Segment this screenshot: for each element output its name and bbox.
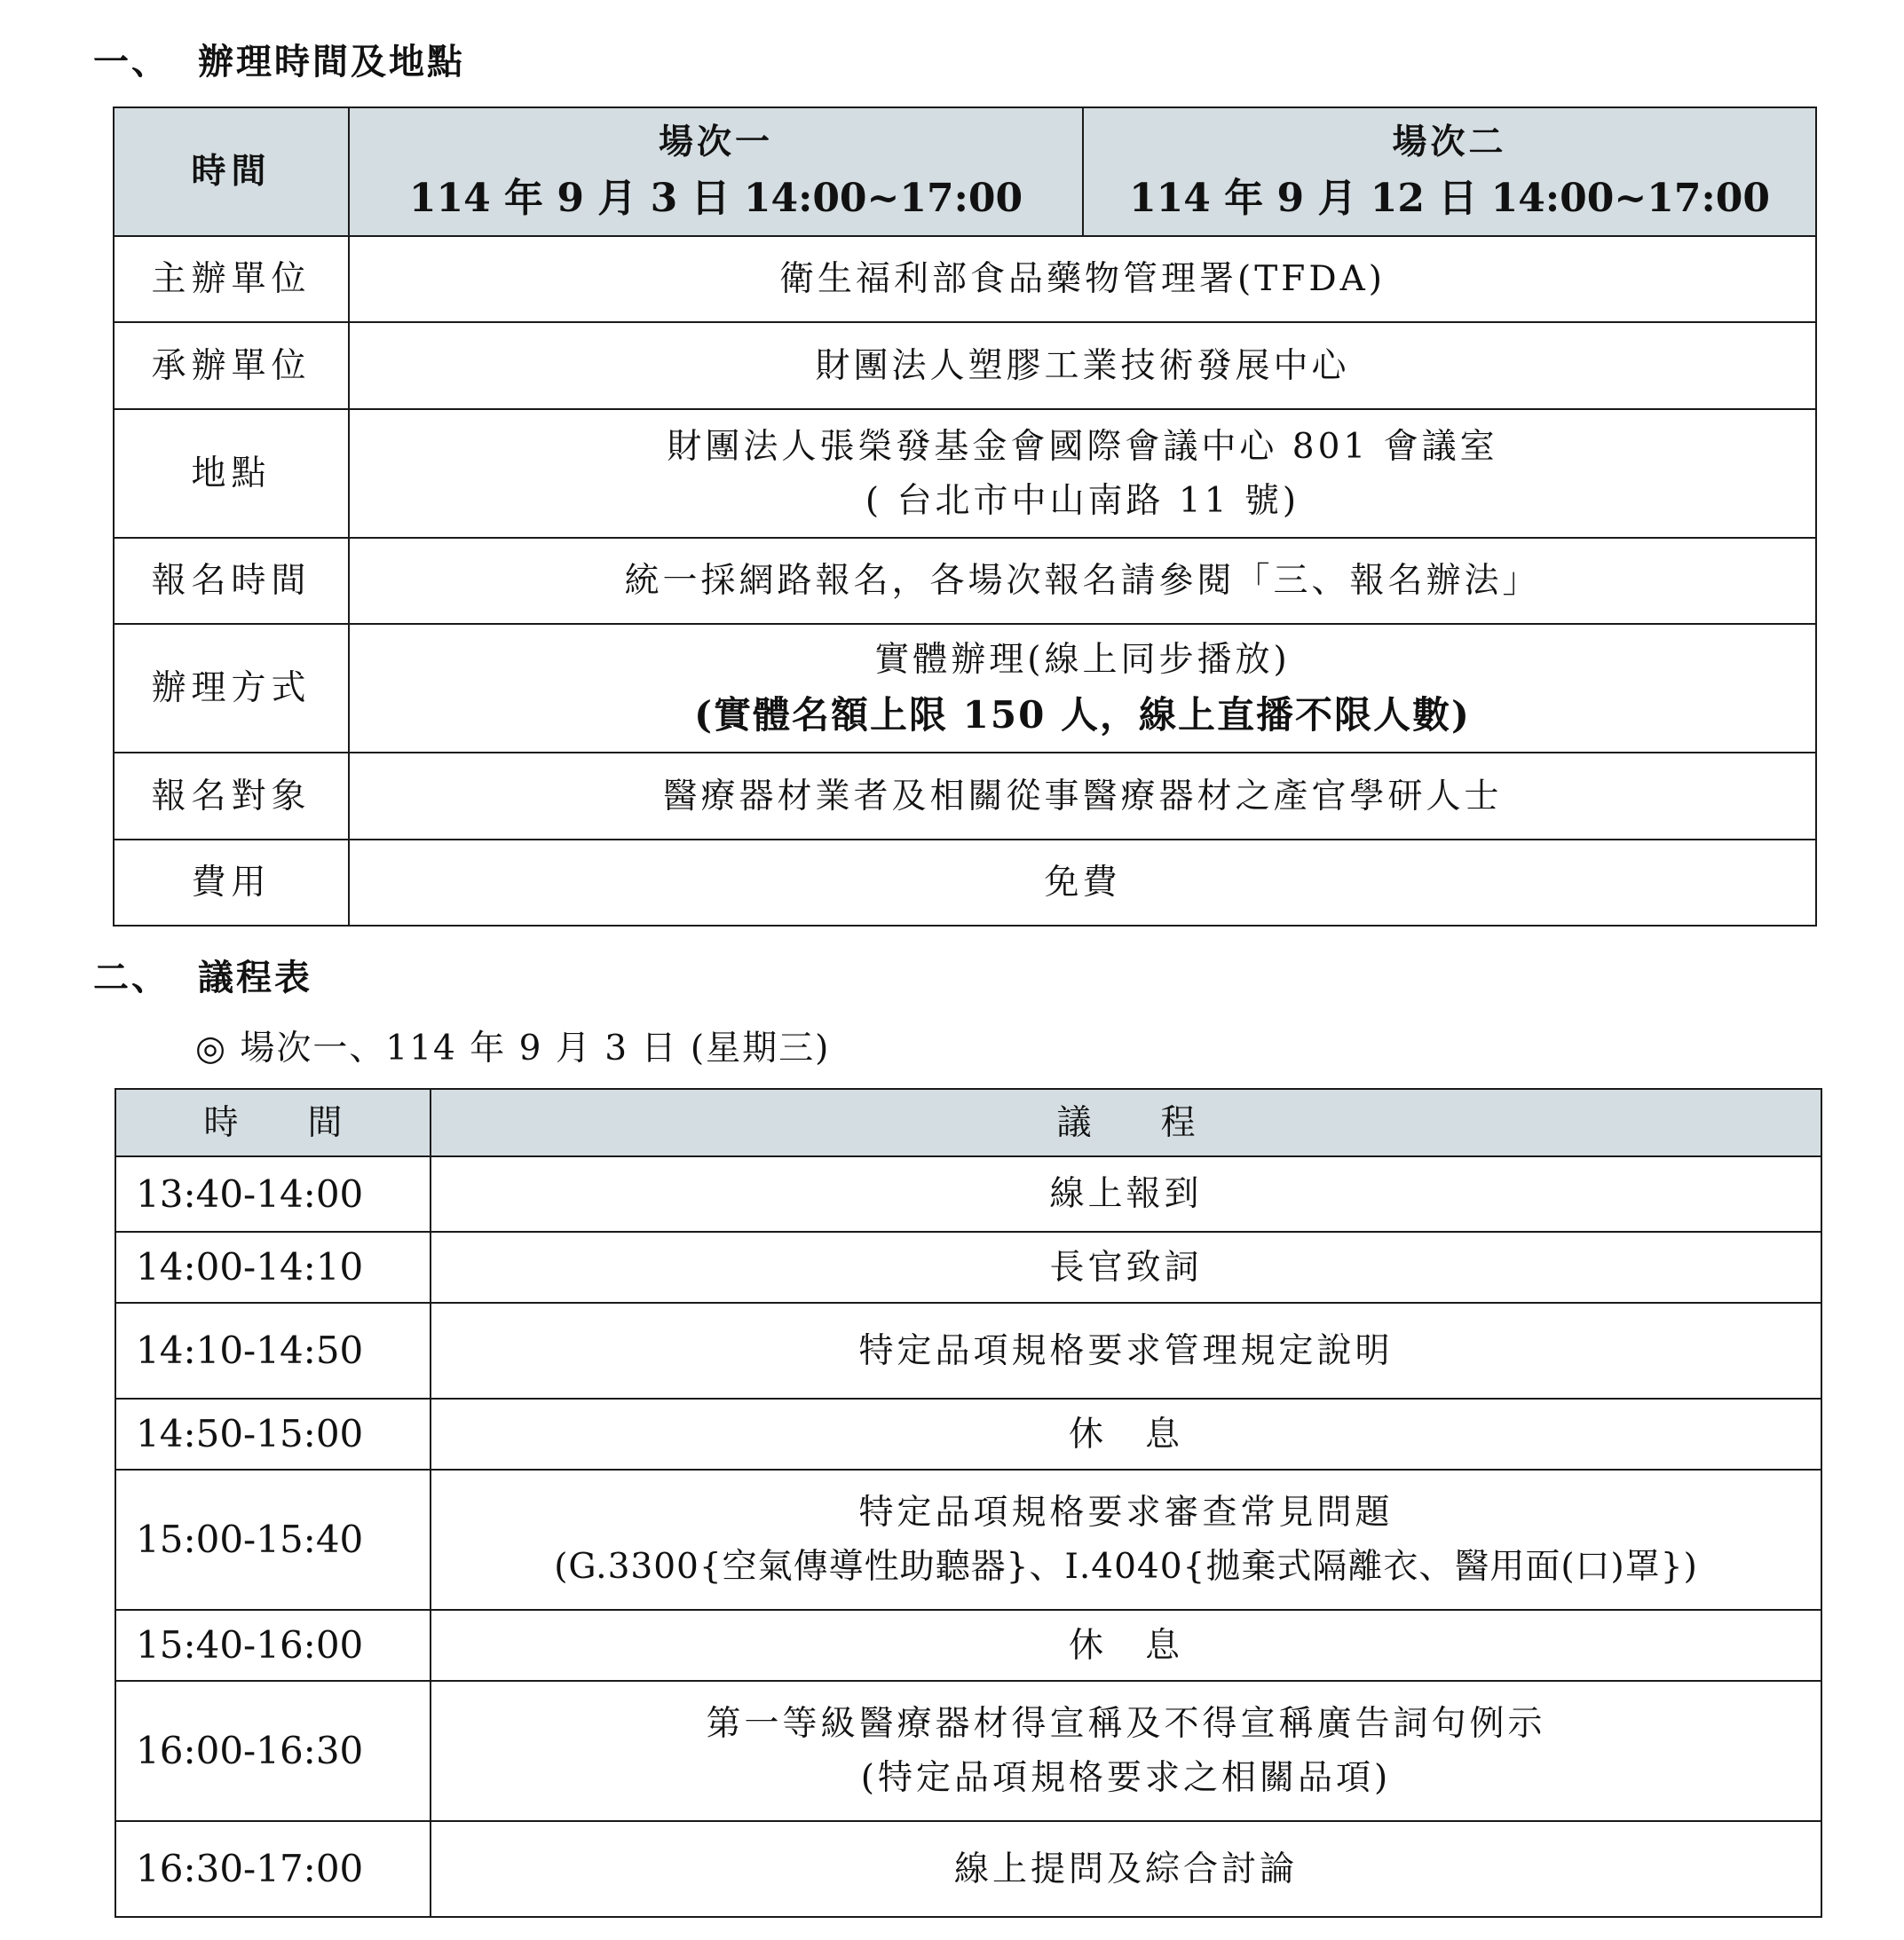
session2-header <box>1083 107 1816 236</box>
event-info-table <box>113 106 1817 927</box>
agenda-topic: 休 息 <box>431 1399 1821 1470</box>
agenda-time: 13:40-14:00 <box>115 1156 431 1232</box>
row-value: 財團法人塑膠工業技術發展中心 <box>349 322 1816 409</box>
agenda-topic <box>431 1470 1821 1610</box>
row-label: 承辦單位 <box>114 322 349 409</box>
agenda-time: 16:30-17:00 <box>115 1821 431 1917</box>
table-row <box>114 322 1816 409</box>
format-line: 實體辦理(線上同步播放) <box>874 640 1291 680</box>
header-time-label: 時間 <box>114 107 349 236</box>
agenda-time: 14:10-14:50 <box>115 1303 431 1399</box>
agenda-row <box>115 1610 1821 1681</box>
agenda-row <box>115 1399 1821 1470</box>
agenda-topic: 長官致詞 <box>431 1232 1821 1303</box>
session1-header <box>349 107 1083 236</box>
agenda-topic-line: 特定品項規格要求審查常見問題 <box>858 1493 1394 1533</box>
header-time: 時 間 <box>115 1089 431 1156</box>
agenda-topic-line: (特定品項規格要求之相關品項) <box>860 1758 1392 1798</box>
venue-address: ( 台北市中山南路 11 號) <box>865 480 1300 521</box>
agenda-row <box>115 1821 1821 1917</box>
section-title: 辦理時間及地點 <box>198 41 465 83</box>
row-value <box>349 624 1816 753</box>
table-row <box>114 753 1816 840</box>
agenda-row <box>115 1470 1821 1610</box>
agenda-topic: 特定品項規格要求管理規定說明 <box>431 1303 1821 1399</box>
table-header-row <box>114 107 1816 236</box>
agenda-topic-line: 第一等級醫療器材得宣稱及不得宣稱廣告詞句例示 <box>706 1704 1546 1744</box>
section-heading-2 <box>93 950 312 1000</box>
table-row <box>114 409 1816 538</box>
capacity-line: (實體名額上限 150 人，線上直播不限人數) <box>694 693 1471 737</box>
header-topic: 議 程 <box>431 1089 1821 1156</box>
session1-time: 114 年 9 月 3 日 14:00~17:00 <box>408 176 1023 221</box>
section-number: 二、 <box>93 957 170 998</box>
row-label: 報名時間 <box>114 538 349 624</box>
agenda-row <box>115 1303 1821 1399</box>
venue-name: 財團法人張榮發基金會國際會議中心 801 會議室 <box>667 426 1498 467</box>
session-heading: ◎ 場次一、114 年 9 月 3 日 (星期三) <box>195 1029 831 1069</box>
agenda-row <box>115 1232 1821 1303</box>
agenda-time: 15:40-16:00 <box>115 1610 431 1681</box>
agenda-row <box>115 1156 1821 1232</box>
table-row <box>114 538 1816 624</box>
agenda-time: 15:00-15:40 <box>115 1470 431 1610</box>
session2-name: 場次二 <box>1392 122 1507 162</box>
agenda-table <box>115 1088 1822 1918</box>
row-label: 費用 <box>114 840 349 926</box>
section-title: 議程表 <box>198 957 312 998</box>
row-label: 主辦單位 <box>114 236 349 322</box>
section-number: 一、 <box>93 41 170 83</box>
session1-name: 場次一 <box>658 122 773 162</box>
agenda-row <box>115 1681 1821 1821</box>
section-heading-1 <box>93 34 465 84</box>
session2-time: 114 年 9 月 12 日 14:00~17:00 <box>1129 176 1770 221</box>
agenda-time: 16:00-16:30 <box>115 1681 431 1821</box>
table-row <box>114 840 1816 926</box>
table-row <box>114 236 1816 322</box>
row-value: 醫療器材業者及相關從事醫療器材之產官學研人士 <box>349 753 1816 840</box>
agenda-topic <box>431 1681 1821 1821</box>
row-label: 地點 <box>114 409 349 538</box>
row-value: 統一採網路報名，各場次報名請參閱「三、報名辦法」 <box>349 538 1816 624</box>
agenda-time: 14:00-14:10 <box>115 1232 431 1303</box>
table-row <box>114 624 1816 753</box>
agenda-topic-line: (G.3300{空氣傳導性助聽器}、I.4040{拋棄式隔離衣、醫用面(口)罩}) <box>554 1547 1698 1587</box>
row-value <box>349 409 1816 538</box>
agenda-header-row <box>115 1089 1821 1156</box>
agenda-topic: 線上報到 <box>431 1156 1821 1232</box>
row-value: 衛生福利部食品藥物管理署(TFDA) <box>349 236 1816 322</box>
agenda-time: 14:50-15:00 <box>115 1399 431 1470</box>
agenda-topic: 休 息 <box>431 1610 1821 1681</box>
row-value: 免費 <box>349 840 1816 926</box>
row-label: 報名對象 <box>114 753 349 840</box>
row-label: 辦理方式 <box>114 624 349 753</box>
agenda-topic: 線上提問及綜合討論 <box>431 1821 1821 1917</box>
